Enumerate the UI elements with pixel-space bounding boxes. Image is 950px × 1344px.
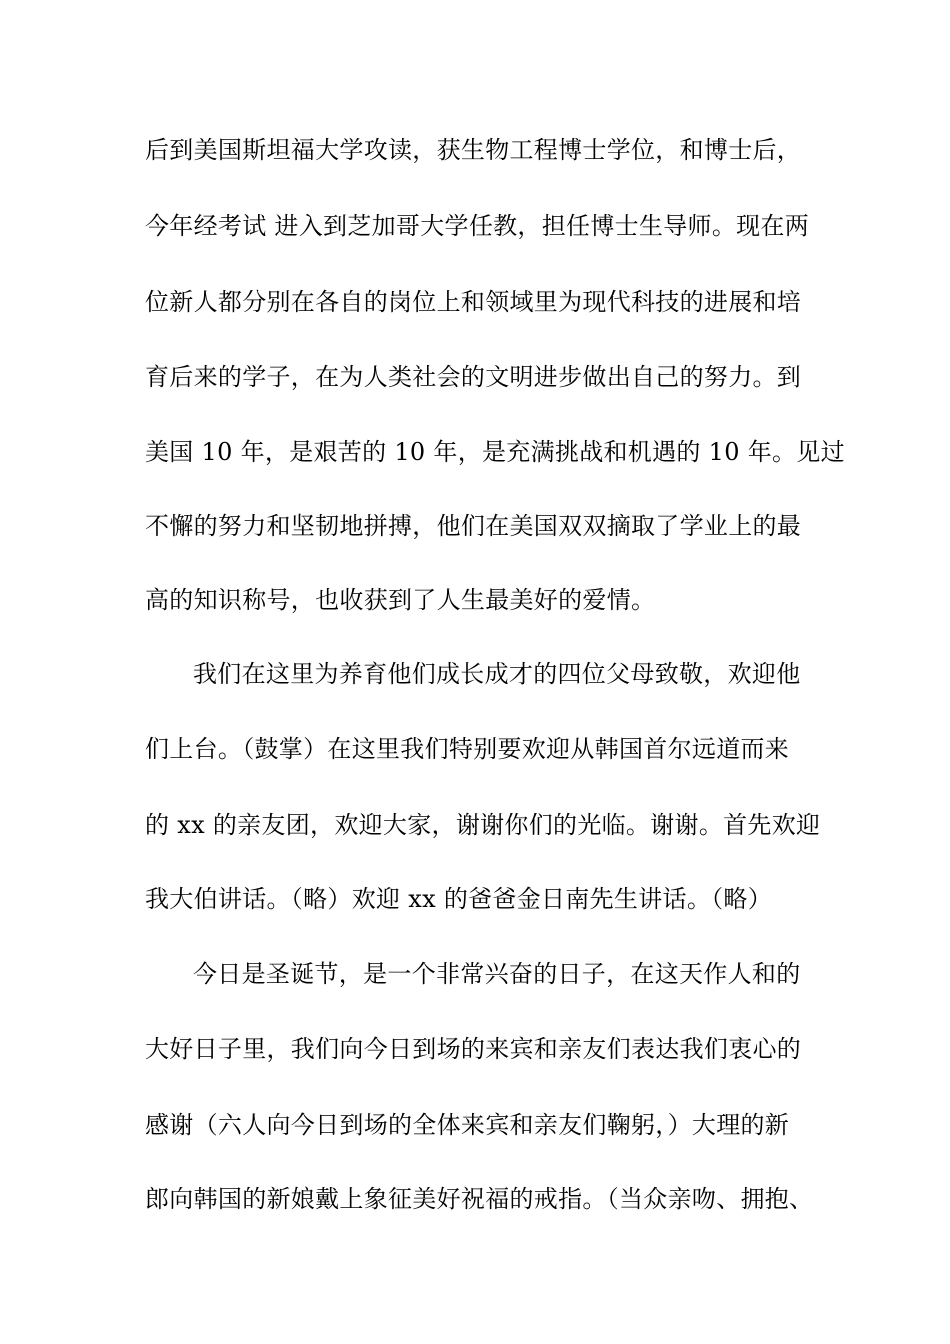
text-line-7: 高的知识称号，也收获到了人生最美好的爱情。 — [145, 586, 656, 614]
text-line-5: 美国 10 年，是艰苦的 10 年，是充满挑战和机遇的 10 年。见过 — [145, 438, 845, 466]
text-line-14: 感谢（六人向今日到场的全体来宾和亲友们鞠躬，）大理的新 — [145, 1111, 790, 1139]
text-line-10: 的 xx 的亲友团，欢迎大家，谢谢你们的光临。谢谢。首先欢迎 — [145, 811, 821, 839]
text-line-13: 大好日子里，我们向今日到场的来宾和亲友们表达我们衷心的 — [145, 1035, 802, 1063]
text-line-2: 今年经考试 进入到芝加哥大学任教，担任博士生导师。现在两 — [145, 212, 810, 240]
text-line-11: 我大伯讲话。（略）欢迎 xx 的爸爸金日南先生讲话。（略） — [145, 885, 773, 913]
text-line-1: 后到美国斯坦福大学攻读，获生物工程博士学位，和博士后， — [145, 136, 802, 164]
text-line-3: 位新人都分别在各自的岗位上和领域里为现代科技的进展和培 — [145, 288, 802, 316]
text-line-4: 育后来的学子，在为人类社会的文明进步做出自己的努力。到 — [145, 363, 802, 391]
text-line-15: 郎向韩国的新娘戴上象征美好祝福的戒指。（当众亲吻、拥抱、 — [145, 1185, 814, 1213]
paragraph-start-line-12: 今日是圣诞节，是一个非常兴奋的日子，在这天作人和的 — [193, 960, 801, 988]
text-line-6: 不懈的努力和坚韧地拼搏，他们在美国双双摘取了学业上的最 — [145, 512, 802, 540]
paragraph-start-line-8: 我们在这里为养育他们成长成才的四位父母致敬，欢迎他 — [193, 660, 801, 688]
text-line-9: 们上台。（鼓掌）在这里我们特别要欢迎从韩国首尔远道而来 — [145, 735, 790, 763]
